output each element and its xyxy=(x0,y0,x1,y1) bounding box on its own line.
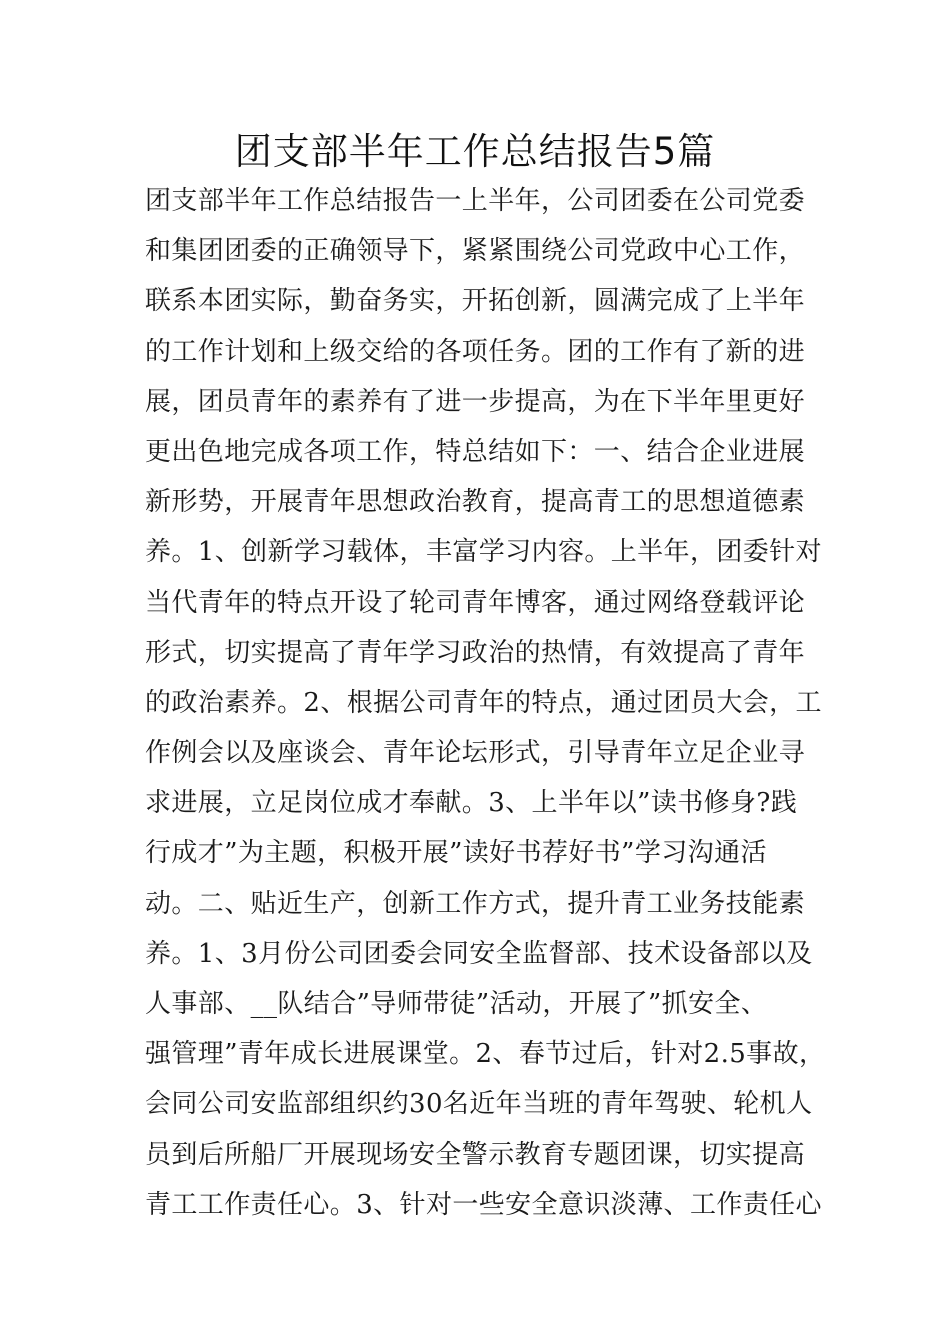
body-line: 更出色地完成各项工作，特总结如下：一、结合企业进展 xyxy=(145,436,806,467)
body-line: 的工作计划和上级交给的各项任务。团的工作有了新的进 xyxy=(145,336,806,367)
body-line: 联系本团实际，勤奋务实，开拓创新，圆满完成了上半年 xyxy=(145,286,806,317)
body-line: 和集团团委的正确领导下，紧紧围绕公司党政中心工作， xyxy=(145,236,806,267)
body-line: 人事部、__队结合”导师带徒”活动，开展了”抓安全、 xyxy=(145,989,768,1019)
body-line: 养。1、创新学习载体，丰富学习内容。上半年，团委针对 xyxy=(145,537,822,568)
document-body xyxy=(145,176,845,1230)
body-line: 团支部半年工作总结报告一上半年，公司团委在公司党委 xyxy=(145,186,806,216)
body-line: 员到后所船厂开展现场安全警示教育专题团课，切实提高 xyxy=(145,1139,806,1170)
body-line: 养。1、3月份公司团委会同安全监督部、技术设备部以及 xyxy=(145,938,813,969)
body-line: 当代青年的特点开设了轮司青年博客，通过网络登载评论 xyxy=(145,587,806,618)
body-line: 动。二、贴近生产，创新工作方式，提升青工业务技能素 xyxy=(145,888,806,919)
body-line: 青工工作责任心。3、针对一些安全意识淡薄、工作责任心 xyxy=(145,1189,822,1220)
body-line: 作例会以及座谈会、青年论坛形式，引导青年立足企业寻 xyxy=(145,738,806,769)
body-line: 行成才”为主题，积极开展”读好书荐好书”学习沟通活 xyxy=(145,838,767,869)
body-line: 形式，切实提高了青年学习政治的热情，有效提高了青年 xyxy=(145,637,806,668)
body-line: 展，团员青年的素养有了进一步提高，为在下半年里更好 xyxy=(145,386,806,417)
body-line: 求进展，立足岗位成才奉献。3、上半年以”读书修身?践 xyxy=(145,788,798,819)
body-line: 强管理”青年成长进展课堂。2、春节过后，针对2.5事故， xyxy=(145,1039,826,1070)
document-title: 团支部半年工作总结报告5篇 xyxy=(234,130,716,173)
body-line: 的政治素养。2、根据公司青年的特点，通过团员大会，工 xyxy=(145,687,822,718)
body-line: 新形势，开展青年思想政治教育，提高青工的思想道德素 xyxy=(145,487,806,518)
body-line: 会同公司安监部组织约30名近年当班的青年驾驶、轮机人 xyxy=(145,1089,813,1120)
